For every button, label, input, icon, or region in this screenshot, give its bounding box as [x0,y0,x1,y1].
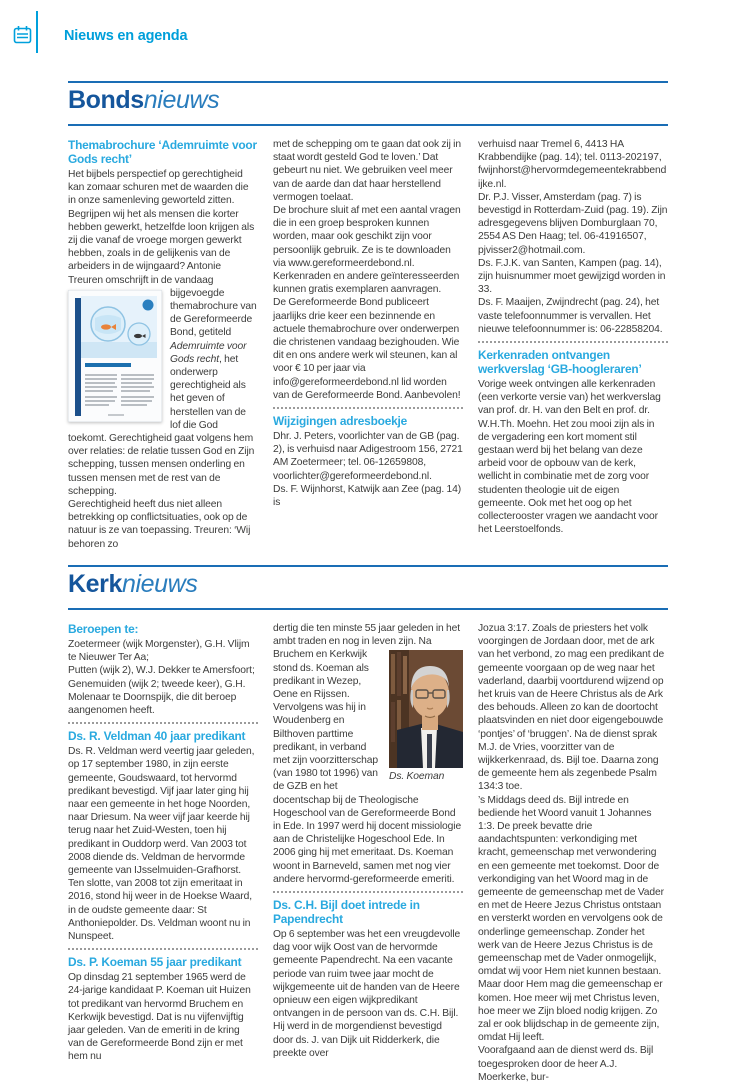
article-paragraph: De brochure sluit af met een aantal vragen die in een groep besproken kunnen worden, maar ook geschikt zijn voor persoonlijk gebruik. Ze is te downloaden via www.gereformeerdebond.nl. Kerkenraden en andere geïnteresseerden kunnen gratis exemplaren aanvragen. [273,205,461,296]
text-segment: Bruchem en Kerkwijk stond ds. Koeman als predikant in Wezep, Oene en Rijssen. Vervolgens was hij in Woudenberg en Bilthoven parttime predikant, in verband met zijn voorzitterschap (van 1980 tot 1996) van de GZB en het docentschap bij de Theologische Hogeschool van de Gereformeerde Bond in Ede. In 1997 werd hij docent missiologie aan de Christelijke Hogeschool Ede. In 2006 ging hij met emeritaat. Ds. Koeman woont in Barneveld, samen met nog vier andere hervormd-gereformeerde emeriti. [273,649,462,885]
article-heading: Wijzigingen adresboekje [273,414,408,429]
article-paragraph: Gerechtigheid heeft dus niet alleen betrekking op conflictsituaties, ook op de natuur is ze van toepassing. Treuren: ‘Wij behoren zo [68,499,251,550]
article-paragraph: Zoetermeer (wijk Morgenster), G.H. Vlijm te Nieuwer Ter Aa; [68,638,250,664]
article-paragraph: De Gereformeerde Bond publiceert jaarlijks drie keer een bezinnende en actuele themabrochure over onderwerpen die christenen vandaag bezighouden. Wie dit en ons andere werk wil steunen, kan al voor € 10 per jaar via info@gereformeerdebond.nl lid worden van de Gereformeerde Bond. Aanbevolen! [273,297,461,401]
section-columns [68,622,668,1084]
brochure-cover-image [68,290,162,422]
article-paragraph-with-photo [273,648,463,886]
dotted-divider [273,891,463,893]
section-title [68,81,668,126]
article-heading: Ds. P. Koeman 55 jaar predikant [68,955,242,970]
section-title-bold: Bonds [68,86,144,114]
article-paragraph: ’s Middags deed ds. Bijl intrede en bediende het Woord vanuit 1 Johannes 1:3. De preek bevatte drie aandachtspunten: verkondiging met kracht, gemeenschap met verwondering en een gemeente met toekomst. Door de verkondiging van het Woord mag in de gemeente de gemeenschap met de Vader en met de Heere Jezus Christus ontstaan en versterkt worden en vervolgens ook de onderlinge gemeenschap. Zonder het werk van de Heere Jezus Christus is de gemeenschap met de Vader onmogelijk, omdat wij voor Hem niet kunnen bestaan. Maar door Hem mag die gemeenschap er komen. Hoe meer wij met Christus leven, hoe meer we Zijn bloed nodig krijgen. Zo zal er ook blijdschap in de gemeente zijn, omdat Hij leeft. [478,794,664,1044]
article-paragraph: met de schepping om te gaan dat ook zij in staat wordt gesteld God te loven.’ Dat gebeurt nu niet. We gebruiken veel meer van de aarde dan dat haar herstellend vermogen toelaat. [273,139,461,203]
text-segment: , het onderwerp gerechtigheid als het geven of herstellen van de lof die God toekomt. Gerechtigheid gaat volgens hem over relaties: de relatie tussen God en Zijn schepping, tussen mensen onderling en tussen mensen met de rest van de schepping. [68,353,255,497]
page-header-label: Nieuws en agenda [64,28,188,44]
section-title-bold: Kerk [68,569,122,598]
section-title-italic: nieuws [122,569,198,598]
article-paragraph: Op dinsdag 21 september 1965 werd de 24-jarige kandidaat P. Koeman uit Huizen tot predikant van hervormd Bruchem en Kerkwijk bevestigd. Dat is nu vijfenvijftig jaar geleden. Van de emeriti in de kring van de Gereformeerde Bond zijn er met hem nu [68,972,251,1063]
section-title [68,565,668,610]
section-kerknieuws [68,565,668,1084]
article-paragraph: dertig die ten minste 55 jaar geleden in het ambt traden en nog in leven zijn. Na [273,622,461,648]
calendar-icon [13,25,32,44]
article-paragraph: Op 6 september was het een vreugdevolle dag voor wijk Oost van de hervormde gemeente Papendrecht. Na een vacante periode van ruim twee jaar mocht de wijkgemeente uit de handen van de Heere opnieuw een eigen wijkpredikant ontvangen in de persoon van ds. C.H. Bijl. [273,928,461,1020]
dotted-divider [68,722,258,724]
text-column [478,622,668,1084]
text-column [478,138,668,536]
koeman-photo [389,650,463,783]
text-column [68,138,258,551]
article-paragraph: Ds. F.J.K. van Santen, Kampen (pag. 14), zijn huisnummer moet gewijzigd worden in 33. [478,257,666,296]
section-bondsnieuws [68,81,668,551]
text-column [273,138,463,509]
dotted-divider [273,407,463,409]
article-paragraph: Ds. R. Veldman werd veertig jaar geleden, op 17 september 1980, in zijn eerste gemeente, Goudswaard, tot hervormd predikant bevestigd. Vijf jaar later ging hij naar een gemeente in het hoge Noorden, naar Driesum. Na weer vijf jaar keerde hij terug naar het Zuid-Westen, toen hij predikant in Ouddorp werd. Van 2003 tot 2008 diende ds. Veldman de hervormde gemeente van IJsselmuiden-Grafhorst. Ten slotte, van 2008 tot zijn emeritaat in 2016, stond hij weer in de Hoekse Waard, in de oudste gemeente daar: St Anthoniepolder. Ds. Veldman woont nu in Nunspeet. [68,746,255,942]
article-paragraph: Hij werd in de morgendienst bevestigd door ds. J. van Dijk uit Ridderkerk, die preekte over [273,1021,442,1059]
article-paragraph: Vorige week ontvingen alle kerkenraden (een verkorte versie van) het werkverslag van prof. dr. H. van den Belt en prof. dr. W.H.Th. Moehn. Het zou mooi zijn als in de vergadering een kort moment stil gestaan werd bij het belang van deze arbeid voor de opbouw van de kerk, wellicht in combinatie met de zorg voor studenten theologie uit de eigen gemeente. Ook met het oog op het collecterooster vragen we aandacht voor het Leerstoelfonds. [478,379,661,536]
dotted-divider [478,341,668,343]
article-paragraph: Dr. P.J. Visser, Amsterdam (pag. 7) is bevestigd in Rotterdam-Zuid (pag. 19). Zijn adresgegevens blijven Domburglaan 70, 2554 AS Den Haag; tel. 06-41916507, pjvisser2@hotmail.com. [478,191,668,256]
article-paragraph-with-figure [68,287,258,498]
article-paragraph: Voorafgaand aan de dienst werd ds. Bijl toegesproken door de heer A.J. Moerkerke, bur- [478,1045,654,1083]
page-header [0,0,738,60]
article-paragraph: Ds. F. Maaijen, Zwijndrecht (pag. 24), het vaste telefoonnummer is vervallen. Het nieuwe telefoonnummer is: 06-22858204. [478,297,663,335]
italic-text-segment: Ademruimte voor Gods recht [170,340,247,365]
text-column [273,622,463,1060]
article-heading: Themabrochure ‘Ademruimte voor Gods recht’ [68,138,257,166]
page-content [68,81,668,1084]
article-paragraph: Het bijbels perspectief op gerechtigheid kan zomaar schuren met de waarden die in onze samenleving geworteld zitten. Begrijpen wij het als mensen die korter hebben gewerkt, hetzelfde loon krijgen als zij die vanaf de vroege morgen gewerkt hebben, zoals in de gelijkenis van de arbeiders in de wijngaard? Antonie Treuren omschrijft in de vandaag [68,169,255,286]
article-paragraph: Ds. F. Wijnhorst, Katwijk aan Zee (pag. 14) is [273,483,462,509]
article-paragraph: Dhr. J. Peters, voorlichter van de GB (pag. 2), is verhuisd naar Adigestroom 156, 2721 AM Zoetermeer; tel. 06-12659808, voorlichter@gereformeerdebond.nl. [273,431,463,482]
article-paragraph: Jozua 3:17. Zoals de priesters het volk voorgingen de Jordaan door, met de ark van het verbond, zo mag een predikant de gemeente voorgaan op de weg naar het vaderland, daarbij voortdurend wijzend op het kruis van de Heere Christus als de Ark des behouds. Alleen zo kan de doortocht plaatsvinden en niet door eigengebouwde ‘pontjes’ of ‘bruggen’. Na de dienst sprak M.J. de Vries, voorzitter van de wijkkerkenraad, ds. Bijl toe. Daarna zong de gemeente hem als zegenbede Psalm 134:3 toe. [478,622,665,793]
article-heading: Ds. R. Veldman 40 jaar predikant [68,729,246,744]
article-heading: Beroepen te: [68,621,139,636]
article-heading: Ds. C.H. Bijl doet intrede in Papendrecht [273,897,420,926]
section-title-italic: nieuws [143,86,220,114]
dotted-divider [68,948,258,950]
article-paragraph: verhuisd naar Tremel 6, 4413 HA Krabbendijke (pag. 14); tel. 0113-202197, fwijnhorst@hervormdegemeentekrabbendijke.nl. [478,139,667,190]
photo-caption: Ds. Koeman [389,771,445,783]
header-divider-line [36,11,38,53]
section-columns [68,138,668,551]
article-heading: Kerkenraden ontvangen werkverslag ‘GB-hoogleraren’ [478,348,642,377]
text-segment: bijgevoegde themabrochure van de Gereformeerde Bond, getiteld [170,287,257,339]
text-column [68,622,258,1064]
article-paragraph: Genemuiden (wijk 2; tweede keer), G.H. Molenaar te Doornspijk, die dit beroep aangenomen heeft. [68,678,246,716]
article-paragraph: Putten (wijk 2), W.J. Dekker te Amersfoort; [68,665,255,677]
